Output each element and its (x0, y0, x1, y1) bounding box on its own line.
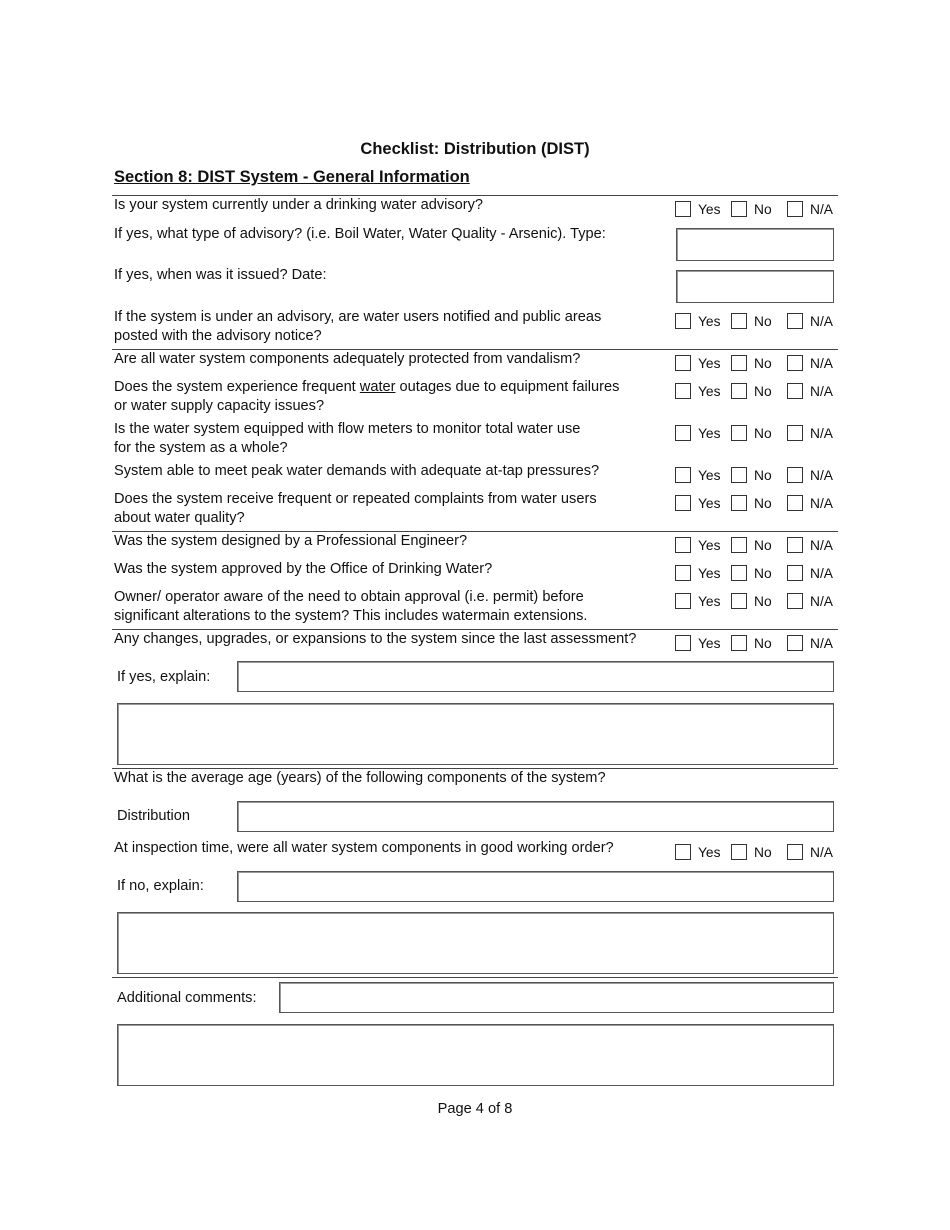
advisory-type-field[interactable] (676, 228, 834, 261)
na-checkbox[interactable] (787, 313, 803, 329)
question-line: or water supply capacity issues? (114, 398, 325, 414)
options-q10 (675, 537, 840, 555)
na-checkbox[interactable] (787, 635, 803, 651)
yes-checkbox[interactable] (675, 635, 691, 651)
question-line: If the system is under an advisory, are water users notified and public areas (114, 309, 602, 325)
distribution-age-field[interactable] (237, 801, 834, 832)
question-advisory-type: If yes, what type of advisory? (i.e. Boil Water, Water Quality - Arsenic). Type: (114, 226, 606, 242)
yes-checkbox[interactable] (675, 844, 691, 860)
options-q4 (675, 313, 840, 331)
no-label: No (754, 844, 772, 860)
additional-comments-field[interactable] (279, 982, 834, 1013)
no-label: No (754, 425, 772, 441)
no-label: No (754, 495, 772, 511)
na-label: N/A (810, 467, 833, 483)
additional-comments-label: Additional comments: (117, 990, 257, 1006)
question-odw-approval: Was the system approved by the Office of Drinking Water? (114, 561, 493, 577)
no-checkbox[interactable] (731, 425, 747, 441)
yes-checkbox[interactable] (675, 593, 691, 609)
no-label: No (754, 467, 772, 483)
question-line: posted with the advisory notice? (114, 328, 322, 344)
question-outages (114, 378, 619, 416)
yes-checkbox[interactable] (675, 313, 691, 329)
advisory-date-field[interactable] (676, 270, 834, 303)
no-checkbox[interactable] (731, 201, 747, 217)
yes-checkbox[interactable] (675, 201, 691, 217)
yes-label: Yes (698, 635, 721, 651)
if-no-explain-label: If no, explain: (117, 878, 204, 894)
question-average-age: What is the average age (years) of the following components of the system? (114, 770, 606, 786)
na-checkbox[interactable] (787, 467, 803, 483)
options-q9 (675, 495, 840, 513)
no-checkbox[interactable] (731, 537, 747, 553)
yes-checkbox[interactable] (675, 537, 691, 553)
yes-label: Yes (698, 383, 721, 399)
yes-checkbox[interactable] (675, 425, 691, 441)
additional-comments-textarea[interactable] (117, 1024, 834, 1086)
no-checkbox[interactable] (731, 495, 747, 511)
distribution-label: Distribution (117, 808, 190, 824)
divider (112, 977, 838, 978)
question-line: Owner/ operator aware of the need to obtain approval (i.e. permit) before (114, 589, 584, 605)
working-order-explain-field[interactable] (237, 871, 834, 902)
no-checkbox[interactable] (731, 467, 747, 483)
na-label: N/A (810, 635, 833, 651)
working-order-explain-textarea[interactable] (117, 912, 834, 974)
options-q5 (675, 355, 840, 373)
yes-label: Yes (698, 565, 721, 581)
options-q15 (675, 844, 840, 862)
no-label: No (754, 565, 772, 581)
changes-explain-textarea[interactable] (117, 703, 834, 765)
no-label: No (754, 201, 772, 217)
no-checkbox[interactable] (731, 844, 747, 860)
question-vandalism: Are all water system components adequately protected from vandalism? (114, 351, 581, 367)
question-drinking-water-advisory: Is your system currently under a drinking water advisory? (114, 197, 484, 213)
options-q12 (675, 593, 840, 611)
options-q11 (675, 565, 840, 583)
na-checkbox[interactable] (787, 495, 803, 511)
question-flow-meters (114, 420, 580, 458)
yes-checkbox[interactable] (675, 355, 691, 371)
na-checkbox[interactable] (787, 565, 803, 581)
yes-label: Yes (698, 313, 721, 329)
options-q6 (675, 383, 840, 401)
options-q7 (675, 425, 840, 443)
question-text: Does the system experience frequent (114, 379, 360, 395)
na-checkbox[interactable] (787, 537, 803, 553)
options-q1 (675, 201, 840, 219)
yes-checkbox[interactable] (675, 565, 691, 581)
yes-label: Yes (698, 201, 721, 217)
question-advisory-date: If yes, when was it issued? Date: (114, 267, 327, 283)
page-number: Page 4 of 8 (437, 1101, 513, 1117)
question-professional-engineer: Was the system designed by a Professional Engineer? (114, 533, 468, 549)
na-checkbox[interactable] (787, 383, 803, 399)
yes-label: Yes (698, 467, 721, 483)
question-line: significant alterations to the system? This includes watermain extensions. (114, 608, 588, 624)
no-checkbox[interactable] (731, 355, 747, 371)
na-checkbox[interactable] (787, 593, 803, 609)
na-label: N/A (810, 313, 833, 329)
no-label: No (754, 355, 772, 371)
question-line: for the system as a whole? (114, 440, 288, 456)
na-label: N/A (810, 495, 833, 511)
yes-label: Yes (698, 593, 721, 609)
no-label: No (754, 635, 772, 651)
yes-checkbox[interactable] (675, 383, 691, 399)
if-yes-explain-label: If yes, explain: (117, 669, 211, 685)
na-label: N/A (810, 844, 833, 860)
na-label: N/A (810, 355, 833, 371)
no-checkbox[interactable] (731, 593, 747, 609)
question-line: Is the water system equipped with flow meters to monitor total water use (114, 421, 581, 437)
yes-label: Yes (698, 495, 721, 511)
no-label: No (754, 537, 772, 553)
yes-checkbox[interactable] (675, 495, 691, 511)
question-changes-upgrades: Any changes, upgrades, or expansions to the system since the last assessment? (114, 631, 637, 647)
na-label: N/A (810, 593, 833, 609)
question-complaints (114, 490, 597, 528)
question-users-notified (114, 308, 601, 346)
na-checkbox[interactable] (787, 201, 803, 217)
options-q13 (675, 635, 840, 653)
no-checkbox[interactable] (731, 635, 747, 651)
question-line (114, 378, 619, 397)
na-checkbox[interactable] (787, 355, 803, 371)
underlined-word: water (359, 379, 396, 395)
changes-explain-field[interactable] (237, 661, 834, 692)
options-q8 (675, 467, 840, 485)
no-checkbox[interactable] (731, 313, 747, 329)
yes-label: Yes (698, 537, 721, 553)
yes-label: Yes (698, 355, 721, 371)
section-heading: Section 8: DIST System - General Information (114, 168, 470, 186)
na-label: N/A (810, 565, 833, 581)
no-checkbox[interactable] (731, 565, 747, 581)
question-line: about water quality? (114, 510, 245, 526)
no-label: No (754, 313, 772, 329)
question-peak-demands: System able to meet peak water demands with adequate at-tap pressures? (114, 463, 600, 479)
yes-label: Yes (698, 425, 721, 441)
yes-label: Yes (698, 844, 721, 860)
no-label: No (754, 383, 772, 399)
question-working-order: At inspection time, were all water system components in good working order? (114, 840, 614, 856)
no-label: No (754, 593, 772, 609)
na-checkbox[interactable] (787, 844, 803, 860)
na-label: N/A (810, 425, 833, 441)
yes-checkbox[interactable] (675, 467, 691, 483)
na-label: N/A (810, 383, 833, 399)
question-line: Does the system receive frequent or repeated complaints from water users (114, 491, 597, 507)
na-label: N/A (810, 537, 833, 553)
page-title: Checklist: Distribution (DIST) (360, 140, 590, 158)
na-label: N/A (810, 201, 833, 217)
question-text: outages due to equipment failures (395, 379, 620, 395)
no-checkbox[interactable] (731, 383, 747, 399)
question-approval-awareness (114, 588, 587, 626)
na-checkbox[interactable] (787, 425, 803, 441)
